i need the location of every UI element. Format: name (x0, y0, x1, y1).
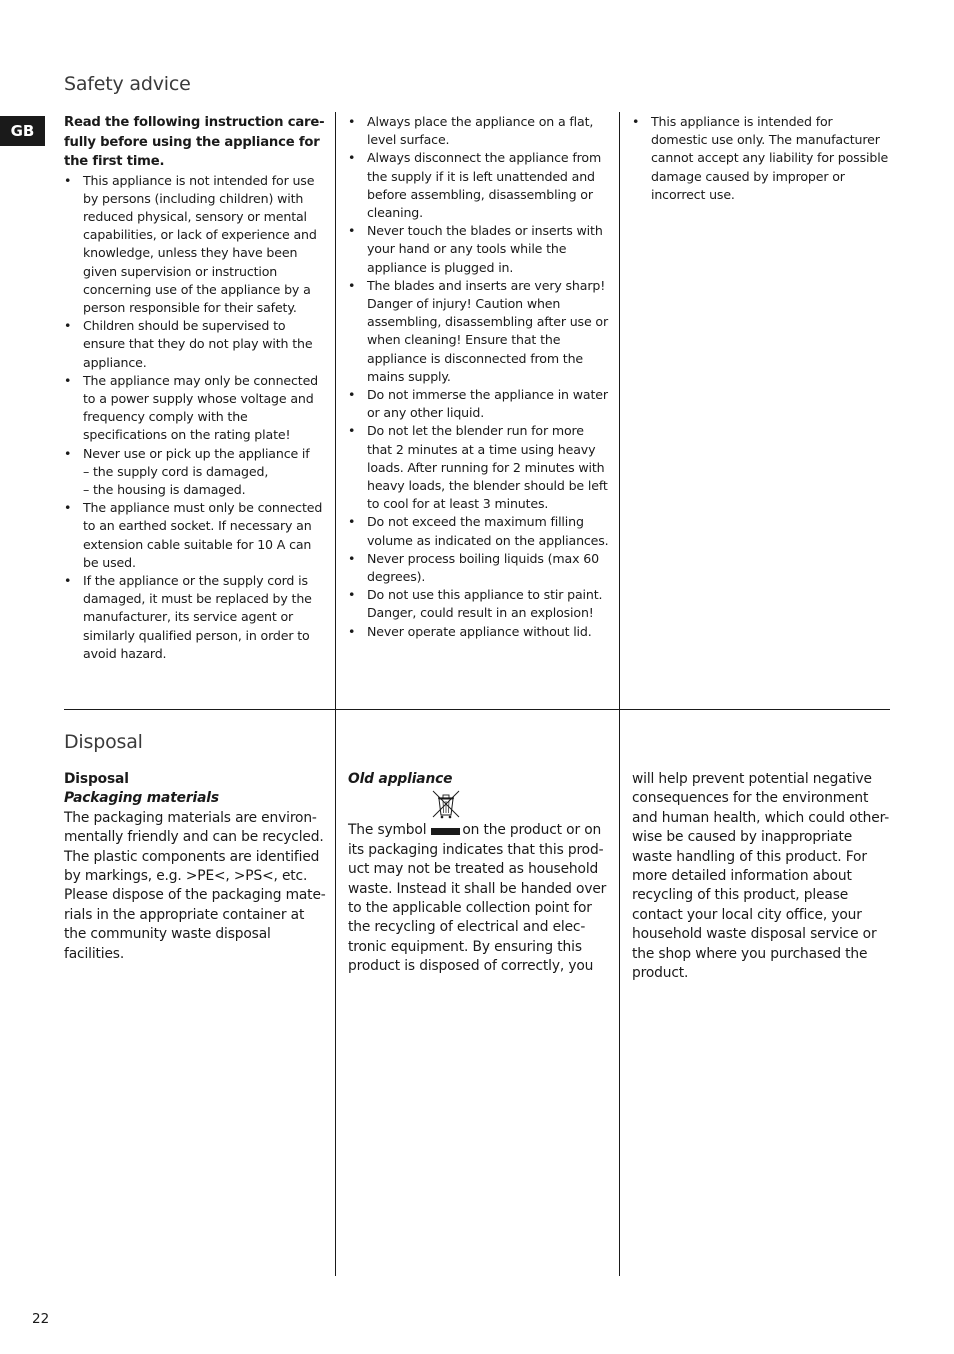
list-item: • Never operate appliance without lid. (348, 623, 592, 639)
list-item: • This appliance is intended for domestic use only. The manufacturer cannot accept any liability for possible damage caused by improper or incorrect use. (632, 114, 889, 202)
disposal-heading: Disposal (64, 771, 129, 787)
safety-list-3 (632, 113, 890, 204)
list-subitem: – the supply cord is damaged, (83, 463, 269, 479)
crossed-out-bin-icon (429, 822, 459, 836)
symbol-text-lead: The symbol (348, 822, 427, 839)
list-item: • Never touch the blades or inserts with your hand or any tools while the appliance is plugged in. (348, 223, 603, 275)
safety-advice-title: Safety advice (64, 73, 191, 95)
old-appliance-subheading: Old appliance (348, 771, 453, 787)
disposal-column-2 (348, 770, 610, 977)
column-divider-1 (335, 112, 336, 1276)
list-item: • Children should be supervised to ensure that they do not play with the appliance. (64, 318, 313, 370)
safety-lead: Read the following instruction care-fully before using the appliance for the first time. (64, 115, 325, 169)
list-item: • Always disconnect the appliance from the supply if it is left unattended and before assembling, disassembling or cleaning. (348, 150, 602, 221)
list-item: • Never process boiling liquids (max 60 degrees). (348, 550, 599, 585)
safety-column-1 (64, 113, 326, 663)
safety-list-2 (348, 113, 610, 641)
disposal-column-3 (632, 770, 892, 983)
safety-column-3 (632, 113, 890, 204)
page-number: 22 (32, 1311, 50, 1327)
list-subitem: – the housing is damaged. (83, 481, 246, 497)
list-item: • The blades and inserts are very sharp! Danger of injury! Caution when assembling, disassembling after use or when cleaning! Ensure that the appliance is disconnected from the mains supply. (348, 277, 608, 384)
safety-column-2 (348, 113, 610, 641)
section-divider (64, 709, 890, 710)
list-item: • Always place the appliance on a flat, level surface. (348, 114, 594, 148)
list-item: • If the appliance or the supply cord is damaged, it must be replaced by the manufacturer, its service agent or similarly qualified person, in order to avoid hazard. (64, 572, 312, 661)
list-item: • Never use or pick up the appliance if – the supply cord is damaged, – the housing is damaged. (64, 445, 326, 500)
column-divider-2 (619, 112, 620, 1276)
language-tab: GB (0, 116, 45, 146)
list-item: • Do not use this appliance to stir paint. Danger, could result in an explosion! (348, 587, 603, 621)
list-item: • Do not let the blender run for more that 2 minutes at a time using heavy loads. After running for 2 minutes with heavy loads, the blender should be left to cool for at least 3 minutes. (348, 423, 608, 512)
list-item: • Do not exceed the maximum filling volume as indicated on the appliances. (348, 514, 609, 548)
list-item: • The appliance may only be connected to a power supply whose voltage and frequency comply with the specifications on the rating plate! (64, 372, 319, 443)
list-item: • This appliance is not intended for use by persons (including children) with reduced physical, sensory or mental capabilities, or lack of experience and knowledge, unless they have been given supervision or instruction concerning use of the appliance by a person responsible for their safety. (64, 172, 317, 315)
disposal-title: Disposal (64, 731, 143, 753)
symbol-text-rest: on the product or on its packaging indicates that this prod-uct may not be treated as household waste. Instead it shall be handed over to the applicable collection point for the recycling of electrical and elec-tronic equipment. By ensuring this product is disposed of correctly, you (348, 822, 607, 975)
packaging-subheading: Packaging materials (64, 790, 219, 807)
list-item: • The appliance must only be connected to an earthed socket. If necessary an extension cable suitable for 10 A can be used. (64, 500, 323, 570)
packaging-text: The packaging materials are environ-mentally friendly and can be recycled. The plastic components are identified by markings, e.g. >PE<, >PS<, etc. Please dispose of the packaging mate-rials in the appropriate container at the community waste disposal facilities. (64, 809, 326, 962)
list-item: • Do not immerse the appliance in water or any other liquid. (348, 387, 608, 421)
disposal-continued-text: will help prevent potential negative consequences for the environment and human health, which could other-wise be caused by inappropriate waste handling of this product. For more detailed information about recycling of this product, please contact your local city office, your household waste disposal service or the shop where you purchased the product. (632, 771, 890, 982)
disposal-column-1 (64, 770, 326, 964)
safety-list-1 (64, 172, 326, 663)
